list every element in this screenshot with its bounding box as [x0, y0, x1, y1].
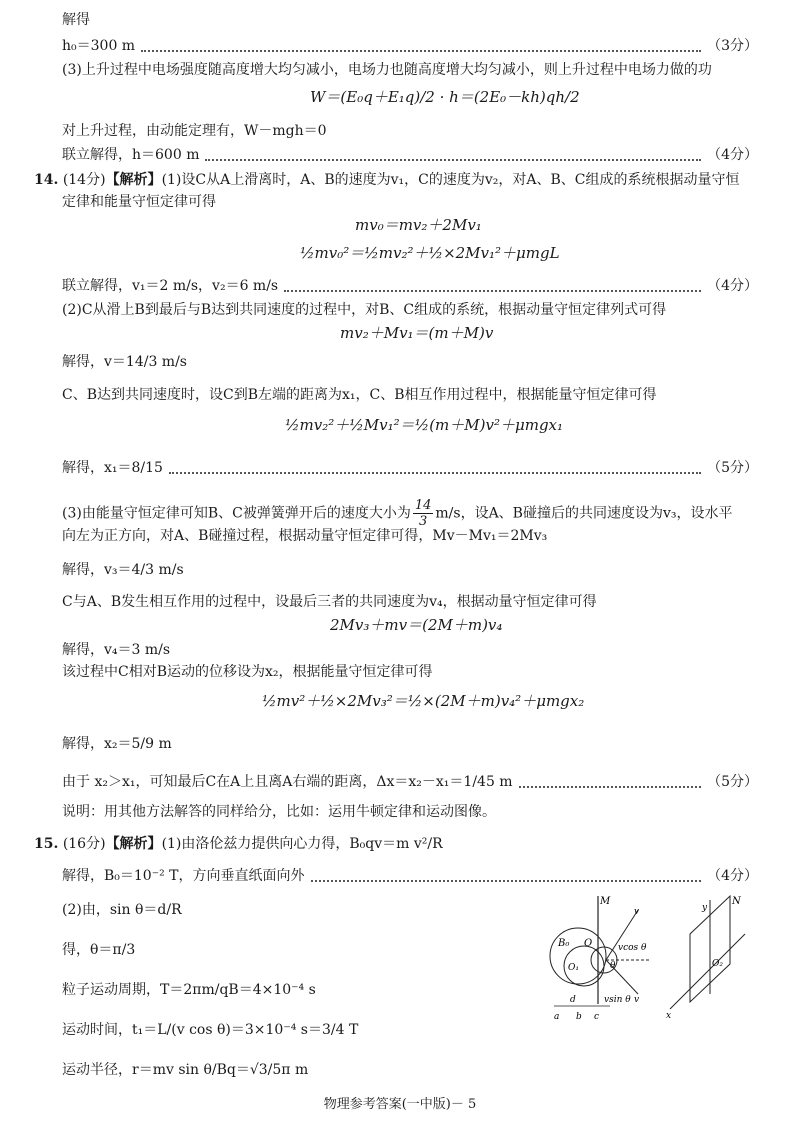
- scored-line: [62, 36, 758, 56]
- analysis-tag: 【解析】: [105, 172, 162, 188]
- text-line: (2)C从滑上B到最后与B达到共同速度的过程中，对B、C组成的系统，根据动量守恒定律列式可得: [62, 302, 667, 318]
- question-number: 14.: [34, 172, 59, 188]
- scored-line: [62, 772, 758, 792]
- magnetic-field-figure: [540, 894, 780, 1024]
- question-points: (14分): [62, 172, 106, 188]
- scored-text: 由于 x₂＞x₁，可知最后C在A上且离A右端的距离，Δx＝x₂－x₁＝1/45 m: [62, 774, 513, 790]
- label-theta: θ: [610, 961, 616, 971]
- text-line: 定律和能量守恒定律可得: [62, 194, 216, 210]
- text-line: 粒子运动周期，T＝2πm/qB＝4×10⁻⁴ s: [62, 982, 316, 998]
- question-text: (1)由洛伦兹力提供向心力得，B₀qv＝m v²/R: [161, 836, 443, 852]
- label-v: v: [634, 907, 640, 917]
- equation-energy: ½mv₀²＝½mv₂²＋½×2Mv₁²＋μmgL: [300, 244, 560, 262]
- label-v2: v: [634, 995, 640, 1005]
- equation-work: W＝(E₀q＋E₁q)/2 · h＝(2E₀－kh)qh/2: [310, 88, 580, 106]
- fraction-14-3: $\frac{14}{3}$: [414, 498, 432, 529]
- label-o2: O₂: [712, 959, 723, 969]
- score-badge: （4分）: [707, 868, 758, 884]
- equation-momentum-abc: 2Mv₃＋mv＝(2M＋m)v₄: [330, 616, 503, 634]
- text-line: 运动时间，t₁＝L/(v cos θ)＝3×10⁻⁴ s＝3/4 T: [62, 1022, 359, 1038]
- text-line: 对上升过程，由动能定理有，W－mgh＝0: [62, 123, 327, 139]
- scored-text: h₀＝300 m: [62, 38, 136, 54]
- label-vsin: vsin θ: [604, 995, 631, 1005]
- label-y: y: [702, 903, 708, 913]
- text-line: C与A、B发生相互作用的过程中，设最后三者的共同速度为v₄，根据动量守恒定律可得: [62, 594, 597, 610]
- x-axis: [670, 934, 745, 1009]
- text-line: 解得，v＝14/3 m/s: [62, 354, 187, 370]
- leader-dots: [205, 149, 701, 161]
- text-line: 解得: [62, 12, 90, 28]
- text-line: 该过程中C相对B运动的位移设为x₂，根据能量守恒定律可得: [62, 664, 433, 680]
- label-b: b: [576, 1012, 582, 1022]
- leader-dots: [141, 40, 701, 52]
- question-number: 15.: [34, 836, 59, 852]
- score-badge: （3分）: [707, 38, 758, 54]
- analysis-tag: 【解析】: [105, 836, 162, 852]
- question-14-header: [34, 170, 739, 190]
- text-line: 解得，v₄＝3 m/s: [62, 642, 171, 658]
- question-points: (16分): [62, 836, 106, 852]
- scored-text: 解得，x₁＝8/15: [62, 460, 163, 476]
- label-n: N: [732, 896, 741, 907]
- text-line: (3)上升过程中电场强度随高度增大均匀减小，电场力也随高度增大均匀减小，则上升过程中电场力做的功: [62, 62, 712, 78]
- text-line: 向左为正方向，对A、B碰撞过程，根据动量守恒定律可得，Mv－Mv₁＝2Mv₃: [62, 528, 548, 544]
- label-x: x: [666, 1011, 672, 1021]
- score-badge: （5分）: [707, 774, 758, 790]
- label-o: O: [584, 938, 593, 949]
- text-line: 运动半径，r＝mv sin θ/Bq＝√3/5π m: [62, 1062, 309, 1078]
- label-c: c: [594, 1012, 600, 1022]
- score-badge: （5分）: [707, 460, 758, 476]
- label-b0: B₀: [558, 938, 570, 949]
- leader-dots: [519, 776, 701, 788]
- scored-line: [62, 458, 758, 478]
- scored-line: [62, 866, 758, 886]
- equation-momentum-bc: mv₂＋Mv₁＝(m＋M)v: [340, 324, 494, 342]
- scored-line: [62, 276, 758, 296]
- leader-dots: [169, 462, 701, 474]
- leader-dots: [284, 280, 701, 292]
- scored-line: [62, 145, 758, 165]
- label-vcos: vcos θ: [618, 943, 647, 953]
- result-line: 解得，v₃＝4/3 m/s: [62, 562, 184, 578]
- equation-energy-abc: ½mv²＋½×2Mv₃²＝½×(2M＋m)v₄²＋μmgx₂: [262, 692, 585, 710]
- page-footer: 物理参考答案(一中版)－ 5: [323, 1097, 477, 1112]
- text-fragment: m/s，设A、B碰撞后的共同速度设为v₃，设水平: [435, 505, 733, 522]
- equation-energy-bc: ½mv₂²＋½Mv₁²＝½(m＋M)v²＋μmgx₁: [285, 416, 564, 434]
- scored-text: 联立解得，h＝600 m: [62, 147, 200, 163]
- question-15-header: [34, 834, 443, 854]
- label-o1: O₁: [568, 963, 579, 973]
- label-d: d: [570, 995, 576, 1005]
- leader-dots: [311, 870, 702, 882]
- result-line: 解得，x₂＝5/9 m: [62, 736, 172, 752]
- scored-text: 联立解得，v₁＝2 m/s，v₂＝6 m/s: [62, 278, 279, 294]
- score-badge: （4分）: [707, 147, 758, 163]
- text-line: C、B达到共同速度时，设C到B左端的距离为x₁，C、B相互作用过程中，根据能量守恒定律可得: [62, 387, 657, 403]
- text-fragment: (3)由能量守恒定律可知B、C被弹簧弹开后的速度大小为: [62, 505, 411, 522]
- note-line: 说明：用其他方法解答的同样给分，比如：运用牛顿定律和运动图像。: [62, 804, 496, 820]
- equation-momentum: mv₀＝mv₂＋2Mv₁: [355, 216, 482, 234]
- text-line: (2)由，sin θ＝d/R: [62, 902, 182, 918]
- text-line: 得，θ＝π/3: [62, 942, 136, 958]
- label-a: a: [554, 1012, 560, 1022]
- label-m: M: [600, 896, 611, 907]
- question-text: (1)设C从A上滑离时，A、B的速度为v₁，C的速度为v₂，对A、B、C组成的系统根据动量守恒: [161, 172, 740, 188]
- text-line: [62, 498, 733, 529]
- score-badge: （4分）: [707, 278, 758, 294]
- scored-text: 解得，B₀＝10⁻² T，方向垂直纸面向外: [62, 868, 305, 884]
